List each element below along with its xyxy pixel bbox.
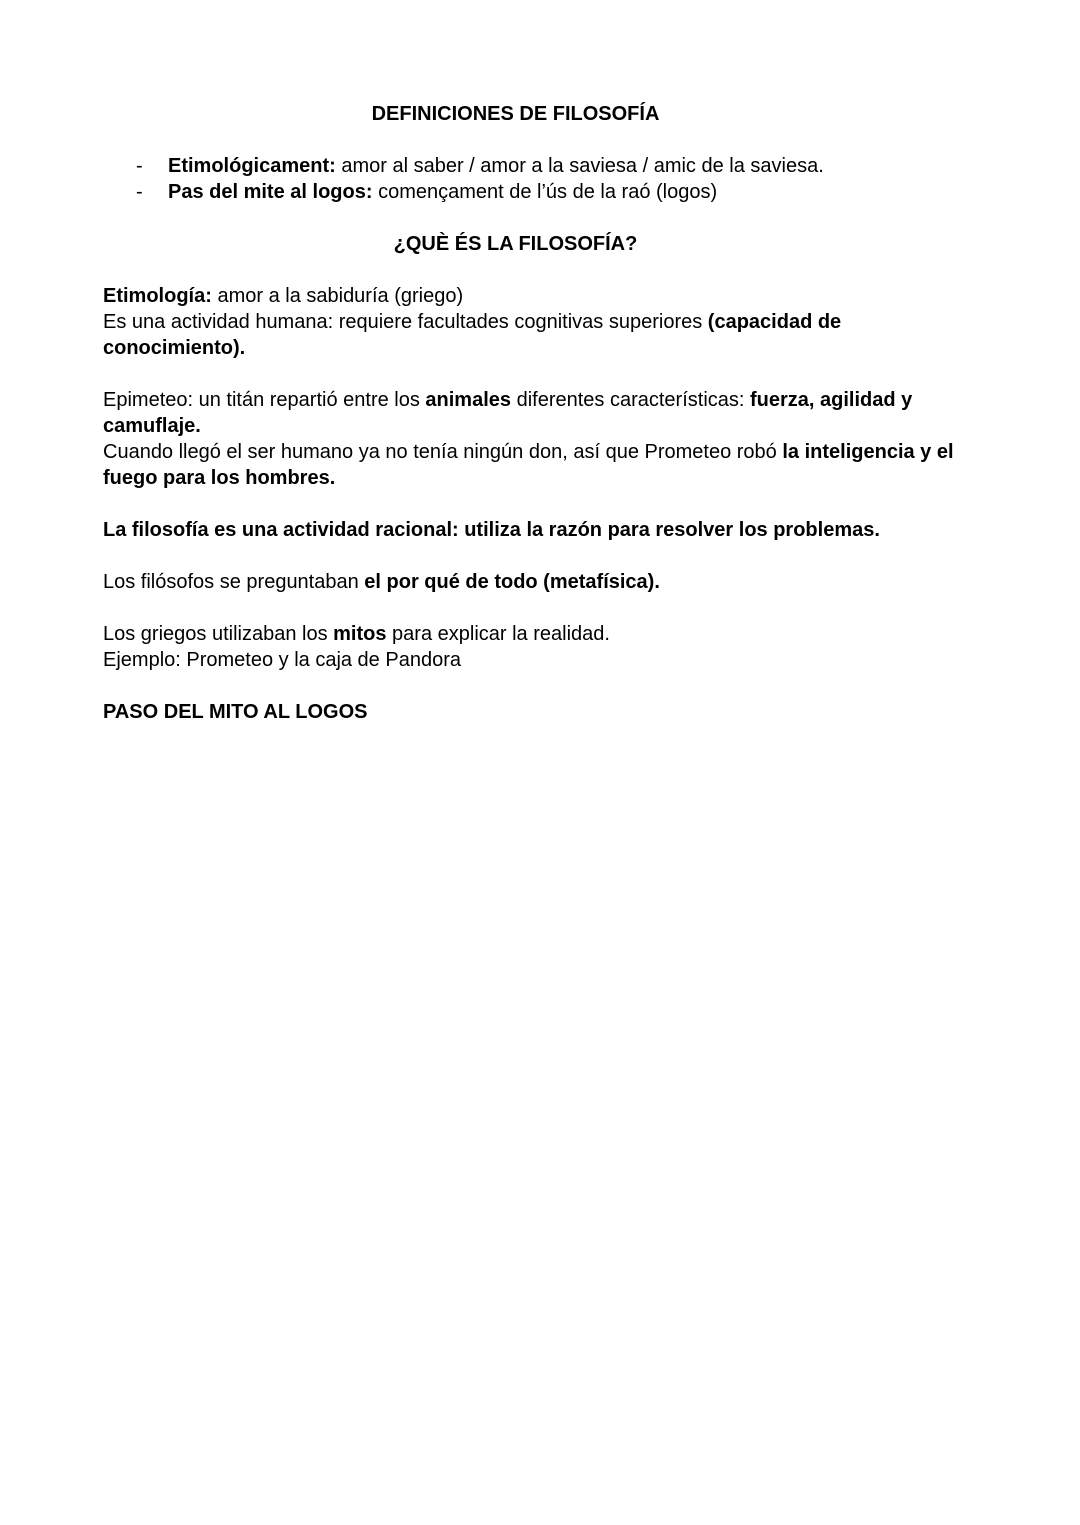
epimeteo-text-1: Epimeteo: un titán repartió entre los (103, 389, 426, 411)
rational-paragraph (103, 517, 978, 543)
example-text: Ejemplo: Prometeo y la caja de Pandora (103, 649, 461, 671)
myths-text-1: Los griegos utilizaban los (103, 623, 334, 645)
dash-bullet: - (136, 155, 143, 177)
section-heading (103, 699, 978, 725)
rational-bold: La filosofía es una actividad racional: utiliza la razón para resolver los problemas. (103, 519, 880, 541)
prometeo-bold: la inteligencia y el fuego para los hombres. (103, 441, 954, 489)
prometeo-text: Cuando llegó el ser humano ya no tenía ningún don, así que Prometeo robó (103, 441, 783, 463)
activity-paragraph (103, 309, 978, 361)
page-title: DEFINICIONES DE FILOSOFÍA (371, 103, 660, 125)
myths-text-2: para explicar la realidad. (386, 623, 610, 645)
etymology-paragraph (103, 283, 978, 309)
etymology-term: Etimología: (103, 285, 212, 307)
list-item (103, 153, 978, 179)
list-item (103, 179, 978, 205)
section-heading-text: PASO DEL MITO AL LOGOS (103, 701, 368, 723)
dash-bullet: - (136, 181, 143, 203)
philosophers-bold: el por qué de todo (metafísica). (364, 571, 660, 593)
epimeteo-paragraph (103, 387, 978, 439)
philosophers-text: Los filósofos se preguntaban (103, 571, 365, 593)
prometeo-paragraph (103, 439, 978, 491)
definition-text: començament de l’ús de la raó (logos) (372, 181, 718, 203)
activity-bold: (capacidad de conocimiento). (103, 311, 842, 359)
definition-term: Etimológicament: (168, 155, 336, 177)
myths-paragraph (103, 621, 978, 647)
section-subtitle: ¿QUÈ ÉS LA FILOSOFÍA? (393, 233, 638, 255)
etymology-text: amor a la sabiduría (griego) (211, 285, 464, 307)
epimeteo-text-2: diferentes características: (511, 389, 750, 411)
document-content (103, 101, 978, 725)
epimeteo-bold-2: fuerza, agilidad y camuflaje. (103, 389, 913, 437)
definition-text: amor al saber / amor a la saviesa / amic de la saviesa. (335, 155, 824, 177)
epimeteo-bold-1: animales (425, 389, 512, 411)
definition-term: Pas del mite al logos: (168, 181, 373, 203)
philosophers-paragraph (103, 569, 978, 595)
definitions-list (103, 153, 978, 205)
myths-bold: mitos (333, 623, 387, 645)
example-paragraph (103, 647, 978, 673)
activity-text: Es una actividad humana: requiere facultades cognitivas superiores (103, 311, 708, 333)
